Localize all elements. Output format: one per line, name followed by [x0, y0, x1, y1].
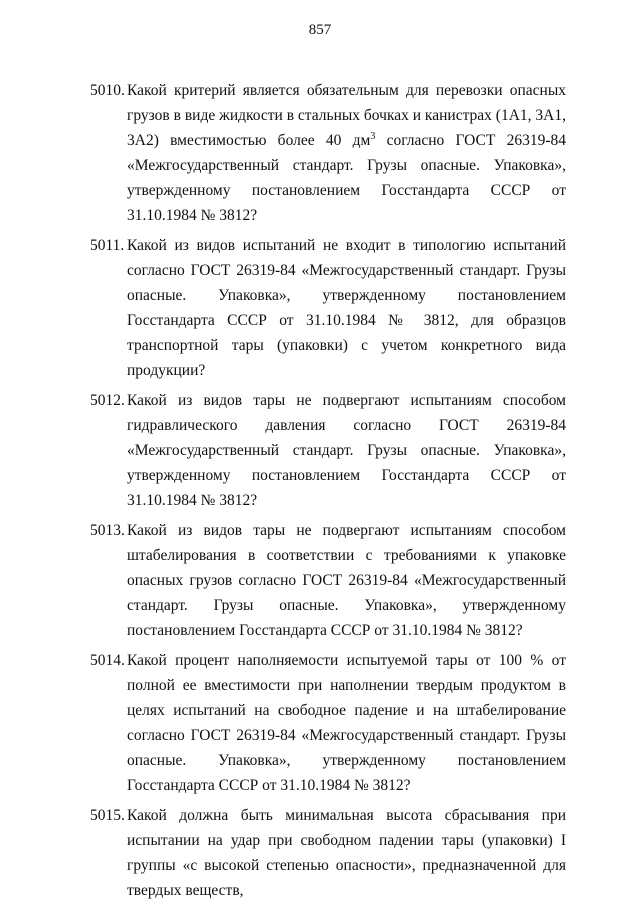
question-item	[90, 518, 566, 643]
question-text: Какой должна быть минимальная высота сбрасывания при испытании на удар при свободном падении тары (упаковки) I группы «с высокой степенью опасности», предназначенной для твердых веществ,	[127, 807, 566, 899]
question-text: Какой из видов тары не подвергают испытаниям способом штабелирования в соответствии с требованиями к упаковке опасных грузов согласно ГОСТ 26319-84 «Межгосударственный стандарт. Грузы опасные. Упаковка», утвержденному постановлением Госстандарта СССР от 31.10.1984 № 3812?	[127, 522, 566, 639]
question-text-part: согласно ГОСТ 26319-84 «Межгосударственный стандарт. Грузы опасные. Упаковка», утвержденному постановлением Госстандарта СССР от 31.10.1984 № 3812?	[127, 132, 566, 224]
question-text: Какой процент наполняемости испытуемой тары от 100 % от полной ее вместимости при наполнении твердым продуктом в целях испытаний на свободное падение и на штабелирование согласно ГОСТ 26319-84 «Межгосударственный стандарт. Грузы опасные. Упаковка», утвержденному постановлением Госстандарта СССР от 31.10.1984 № 3812?	[127, 652, 566, 794]
question-text-part: Какой критерий является обязательным для перевозки опасных грузов в виде жидкости в стальных бочках и канистрах (1А1, 3А1, 3А2) вместимостью более 40 дм	[127, 82, 566, 149]
question-number: 5015.	[90, 807, 125, 824]
question-number: 5010.	[90, 82, 125, 99]
question-number: 5014.	[90, 652, 125, 669]
question-item	[90, 78, 566, 228]
question-number: 5011.	[90, 237, 125, 254]
question-list	[90, 78, 566, 908]
superscript-unit: 3	[370, 130, 376, 142]
question-number: 5012.	[90, 392, 125, 409]
question-number: 5013.	[90, 522, 125, 539]
question-item	[90, 388, 566, 513]
question-item	[90, 803, 566, 903]
page-number: 857	[308, 22, 332, 38]
question-text: Какой из видов испытаний не входит в типологию испытаний согласно ГОСТ 26319-84 «Межгосударственный стандарт. Грузы опасные. Упаковка», утвержденному постановлением Госстандарта СССР от 31.10.1984 № 3812, для образцов транспортной тары (упаковки) с учетом конкретного вида продукции?	[127, 237, 566, 379]
question-text	[127, 78, 566, 228]
question-item	[90, 648, 566, 798]
question-item	[90, 233, 566, 383]
question-text: Какой из видов тары не подвергают испытаниям способом гидравлического давления согласно ГОСТ 26319-84 «Межгосударственный стандарт. Грузы опасные. Упаковка», утвержденному постановлением Госстандарта СССР от 31.10.1984 № 3812?	[127, 392, 566, 509]
